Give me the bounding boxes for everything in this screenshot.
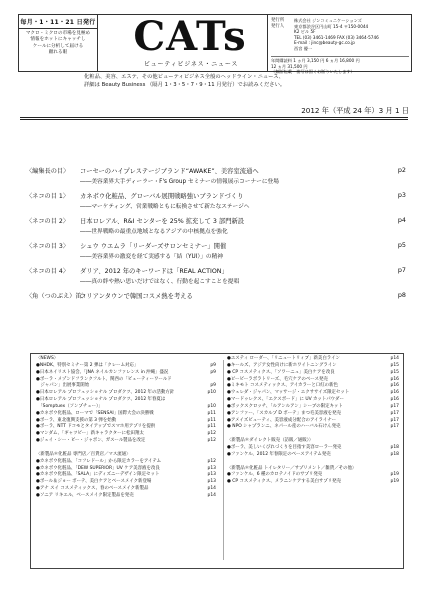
news-item[interactable] (36, 479, 216, 486)
news-item-page: p9 (210, 362, 216, 368)
news-item[interactable] (36, 486, 216, 493)
news-column-left (36, 356, 216, 500)
contents-title (80, 166, 259, 175)
issue-date: 2012 年（平成 24 年）3 月 1 日 (301, 106, 409, 115)
news-item[interactable] (227, 356, 399, 363)
news-item-page: p16 (390, 390, 399, 396)
news-item[interactable] (227, 404, 399, 411)
news-item-text: ●マンダム、「ギャツビー」新キャラクターに松田翔太 (36, 431, 144, 437)
news-item[interactable] (227, 411, 399, 418)
contents-tag: 〈ネコの目 4〉 (26, 268, 70, 275)
column-divider (223, 360, 224, 560)
news-item-text: ●ポール＆ジョー ボーテ、美白ケアとベースメイク新登場 (36, 479, 152, 485)
news-item-text: ●アメイズビューティ、美容液成分配合のアイライナー (227, 417, 337, 423)
news-item-text: ●ファンケル、2012 年春限定のベースアイテム発売 (227, 451, 331, 457)
tagline (84, 74, 414, 89)
publisher-building: K2 ビル 5F (294, 29, 316, 35)
news-item-page: p12 (207, 438, 216, 444)
news-item-text: ●ファンケル、6 種のカロテノイドのサプリ発売 (227, 472, 323, 478)
contents-item[interactable] (26, 166, 406, 191)
issue-schedule: 毎月・1・11・21 日発行 (19, 15, 97, 29)
news-item[interactable] (227, 445, 399, 452)
contents-item[interactable] (26, 216, 406, 241)
publisher-name: 株式会社 ジンコミュニケーションズ (294, 18, 362, 23)
contents-subtitle: ――真の絆や熱い思いだけではなく、行動を起こすことを提唱 (80, 279, 240, 285)
news-item-text: ●日本ロレアル プロフェッショナル プロダクツ、2012 年の活動方針 (36, 390, 175, 396)
title-part: ブランドづくり (199, 193, 244, 200)
contents-item[interactable] (26, 291, 406, 316)
blurb-line: マクロ・ミクロの市場を見極め (25, 31, 91, 36)
publisher-label: 発行人 (271, 24, 285, 29)
publisher-info (294, 18, 410, 52)
news-item-text: ●ピービーラボラトリーズ、毛穴ケアのベース発売 (227, 376, 328, 382)
contents-tag: 〈角（つのぶえ）笛〉 (26, 293, 88, 300)
news-item-text: ●日本ロレアル プロフェッショナル プロダクツ、2012 年春夏は (36, 397, 166, 403)
contents-page: p5 (397, 241, 406, 249)
publisher-phone: TEL (03) 3461-1469 FAX (03) 3464-5746 (294, 34, 379, 40)
subscription-price (271, 56, 409, 75)
news-item-text: ●ポーラ、美しいくびれづくりを目指す美容ローラー発売 (227, 444, 342, 450)
news-item-page: p16 (390, 397, 399, 403)
news-item[interactable] (227, 424, 399, 431)
news-item-text: ●ミキモト コスメティックス、アイカラーと口紅の新色 (227, 383, 338, 389)
news-item[interactable] (227, 479, 399, 486)
news-item[interactable] (36, 397, 216, 404)
news-item-page: p10 (207, 390, 216, 396)
news-item-page: p15 (390, 369, 399, 375)
news-item-page: p13 (207, 465, 216, 471)
news-section-heading (227, 438, 399, 445)
news-item[interactable] (36, 438, 216, 445)
masthead-blurb (19, 29, 97, 58)
news-item-text: ●ポーラ、東北復興支援の第 3 弾を始動 (36, 417, 117, 423)
title-part: シュウ ウエムラ「リーダーズサロンセミナー」開催 (80, 243, 227, 250)
cats-logo: CATs (133, 13, 247, 60)
news-item-page: p13 (207, 479, 216, 485)
news-item-text: ●アナ スイ コスメティックス、春のベースメイク新製品 (36, 486, 149, 492)
contents-item[interactable] (26, 191, 406, 216)
news-item[interactable] (36, 363, 216, 370)
news-item-page: p17 (390, 403, 399, 409)
news-item-text: ●カネボウ化粧品、「SALA」にディズニーデザイン限定セット (36, 472, 160, 478)
contents-title (80, 291, 193, 300)
news-item-page: p12 (207, 431, 216, 437)
news-item-text: ●ボックスクロッチ、「ルアンルアン」シーブの限定キット (227, 403, 343, 409)
news-section-heading (36, 452, 216, 459)
title-part: コーセーのハイプレステージブランド (80, 168, 186, 175)
news-item-page: p14 (390, 356, 399, 361)
news-item-text: ● NPO シャプランニ、ネパール産のハーバル石けん発売 (227, 424, 341, 430)
news-item-page: p14 (207, 492, 216, 498)
publisher-label: 発行所 (271, 18, 285, 23)
price-line: 年間購読料 1 ヵ月 3,150 円 6 ヵ月 16,800 円 (271, 58, 360, 63)
contents-tag: 〈ネコの目 1〉 (26, 193, 70, 200)
news-item-page: p11 (207, 410, 216, 416)
contents-page: p8 (397, 291, 406, 299)
contents-page: p2 (397, 166, 406, 174)
news-item-text: ●日本ネイリスト協会、「JNA ネイルカンファレンス in 沖縄」盛況 (36, 369, 169, 375)
copyright-notice: （無断転載・複写は固くお断りいたします） (271, 69, 355, 75)
price-line: 12 ヵ月 31,500 円 (271, 63, 308, 69)
contents-page: p3 (397, 191, 406, 199)
divider (20, 117, 408, 118)
news-item-text: ●マードゥレクス、「エクスポード」に UV カットパウダー (227, 397, 344, 403)
news-item (36, 445, 216, 452)
news-item-text: 「Somptuex（ソンプチュー）」 (36, 403, 103, 409)
divider (20, 119, 408, 120)
news-item[interactable] (227, 363, 399, 370)
news-item-text: ●ポーラ、NTT ドコモとタイアップでスマホ用アプリを提供 (36, 424, 156, 430)
blurb-line: 頼れる眼 (48, 49, 68, 55)
news-item-page: p11 (207, 417, 216, 423)
news-item-text: ●アンファー、「スカルプ D ボーテ」まつ毛美容液を発売 (227, 410, 341, 416)
news-item[interactable] (36, 411, 216, 418)
news-item-page: p19 (390, 472, 399, 478)
news-item-text: ●カネボウ化粧品、「コフレドール」から限定カラーをアイテム (36, 458, 162, 464)
news-item-page: p17 (390, 424, 399, 430)
publisher-email[interactable]: E-mail : jinc@beauty-gc.co.jp (294, 40, 355, 46)
masthead-left-panel (19, 15, 98, 71)
contents-item[interactable] (26, 266, 406, 291)
contents-subtitle: ――美容業界の激変を経て実感する「結（YUI）」の精神 (80, 254, 223, 260)
news-item (227, 459, 399, 466)
news-item-text: ●エスティ ローダー、「リニュートリィブ」新美白ライン (227, 356, 340, 361)
news-item[interactable] (36, 493, 216, 500)
news-item-text: ジャパン」出展事業開始 (36, 383, 90, 389)
news-item-text: ●ジェイ・シー・ビー・ジャポン、ガスール製品を改定 (36, 438, 146, 444)
news-item-page: p17 (390, 410, 399, 416)
news-item-page: p11 (207, 424, 216, 430)
news-item-page: p17 (390, 417, 399, 423)
contents-page: p7 (397, 266, 406, 274)
news-item-page: p16 (390, 376, 399, 382)
news-item-page: p13 (207, 472, 216, 478)
news-column-right (227, 356, 399, 486)
news-item-page: p15 (390, 362, 399, 368)
contents-page: p4 (397, 216, 406, 224)
title-part: カネボウ化粧品、グローバル展開戦略強い (80, 193, 200, 200)
blurb-line: ケールに分析して届ける (32, 43, 84, 49)
masthead (18, 13, 412, 75)
news-item-text: ●NHDK、特別セミナー第 2 弾は「クレーム対応」 (36, 362, 139, 368)
contents-item[interactable] (26, 241, 406, 266)
publisher-panel (267, 15, 412, 75)
contents-title (80, 216, 244, 225)
news-item-text: ● CP コスメティクス、メラニンケアする美白サプリ発売 (227, 479, 341, 485)
publisher-labels (271, 18, 293, 30)
contents-title (80, 266, 228, 275)
publisher-person: 西宮 優一 (294, 45, 313, 51)
news-item[interactable] (36, 370, 216, 377)
logo-subtitle: ビューティビジネス・ニュース (143, 61, 239, 68)
news-item[interactable] (227, 370, 399, 377)
news-item-text: 〈新製品＊ダイレクト販売（訪販／通販）〉 (227, 438, 314, 444)
contents-title (80, 191, 243, 200)
news-item-text: ●カネボウ化粧品、ローマで「SENSAI」国際大会の決勝戦 (36, 410, 154, 416)
tagline-line: 化粧品、美容、エステ、その他ビューティビジネス全般のヘッドライン・ニュース、 (84, 74, 284, 80)
contents-subtitle: ――美容業界大手ディーラー・F's Group セミナーの情報展示コーナーに登場 (80, 179, 279, 185)
news-index-box (30, 353, 404, 569)
news-item-page: p18 (390, 451, 399, 457)
contents-subtitle: ――世界戦略の最重点地域となるアジアの中核拠点を強化 (80, 229, 228, 235)
blurb-line: 情報をホットにキャッチし (30, 37, 86, 43)
news-item-page: p19 (390, 479, 399, 485)
table-of-contents (26, 166, 406, 316)
title-part: コリアンタウンで韓国コスメ熱を考える (80, 293, 193, 300)
news-item-text: ●カネボウ化粧品、「DEW SUPERIOR」UV ケア美容液を改良 (36, 465, 160, 471)
contents-tag: 〈ネコの目 3〉 (26, 243, 70, 250)
news-item-page: p14 (207, 486, 216, 492)
news-item[interactable] (36, 459, 216, 466)
news-item-page: p18 (390, 444, 399, 450)
tagline-line: 詳細は Beauty Business （隔月 1・3・5・7・9・11 月発行）でお読みください。 (84, 81, 286, 88)
news-item-text: ●キールズ、アジア女性向けに新ホワイトニングライン (227, 362, 337, 368)
news-item[interactable] (227, 452, 399, 459)
news-section-heading (36, 356, 216, 363)
contents-subtitle: ――マーケティング、営業戦略ともに転換させて新たなステージへ (80, 204, 250, 210)
news-item-text: ●ウェレダ・ジャパン、マッサージ・エクササイズ限定セット (227, 390, 350, 396)
title-part: ダリア、2012 年のキーワードは「REAL ACTION」 (80, 268, 228, 275)
publisher-address: 東京都渋谷区円山町 15-4 〒150-0044 (294, 23, 369, 29)
contents-tag: 〈編集長の目〉 (26, 168, 70, 175)
news-item-page: p10 (207, 403, 216, 409)
news-item-page: p16 (390, 383, 399, 389)
news-item-page: p9 (210, 369, 216, 375)
news-item-text: 〈新製品＊化粧品 専門店／百貨店／マス流通〉 (36, 451, 131, 457)
news-item-page: p9 (210, 383, 216, 389)
news-item[interactable] (227, 397, 399, 404)
title-part: “AWAKE”、美容室流通へ (185, 168, 259, 175)
contents-title (80, 241, 226, 250)
contents-tag: 〈ネコの目 2〉 (26, 218, 70, 225)
news-item-page: p12 (207, 458, 216, 464)
news-item-text: ● CP コスメティクス、「ソワーニュ」美白ケアを改良 (227, 369, 335, 375)
news-item-text: ●ソニア リキエル、ベースメイク限定製品を発売 (36, 492, 134, 498)
news-item-text: 〈新製品＊化粧品 トイレタリー／サプリメント／雑貨／その他〉 (227, 465, 357, 471)
news-item-text: 〈NEWS〉 (36, 356, 59, 361)
title-part: 日本ロレアル、R&I センターを 25% 拡充して 3 部門新設 (80, 218, 245, 225)
news-item-text: ●ポーラ・メゾンドフランクフルト、関西の「ビューティーワールド (36, 376, 172, 382)
news-item (36, 404, 216, 411)
